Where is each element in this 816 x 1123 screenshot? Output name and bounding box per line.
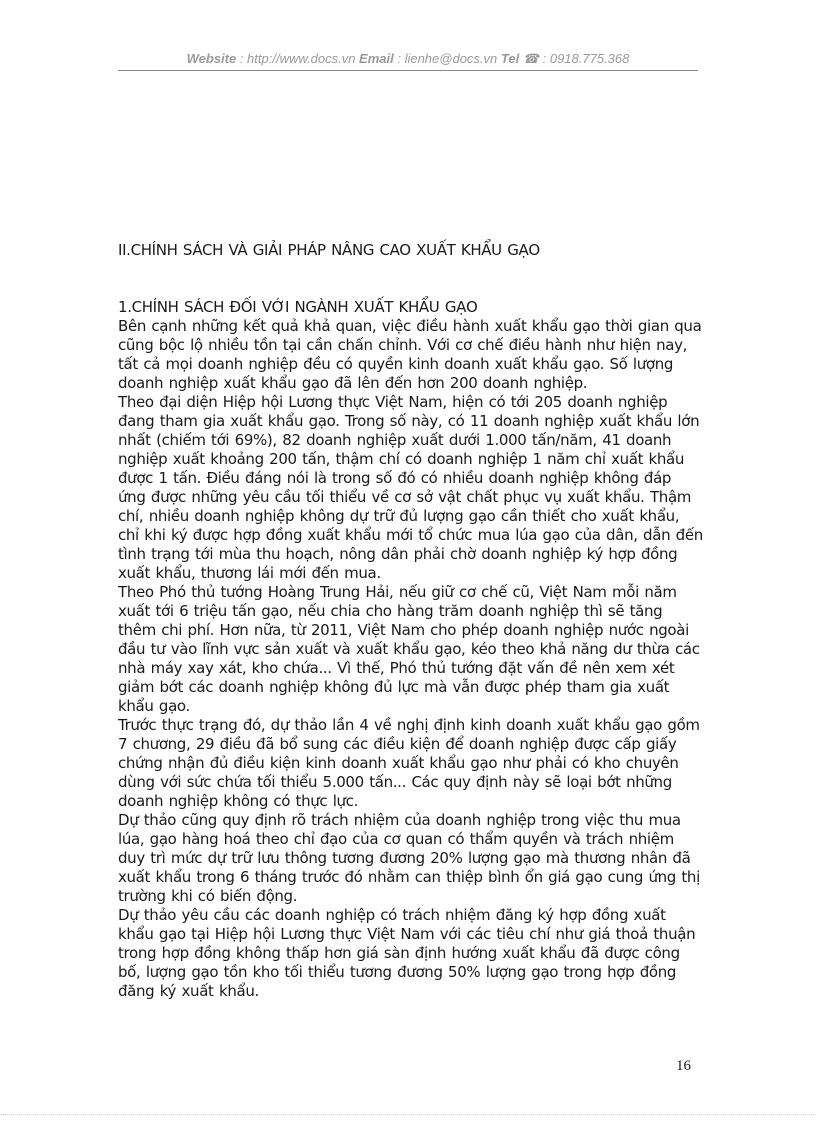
- website-label: Website: [186, 51, 237, 66]
- tel-label: Tel: [500, 51, 520, 66]
- paragraph: Dự thảo cũng quy định rõ trách nhiệm của doanh nghiệp trong việc thu mua lúa, gạo hàng hoá theo chỉ đạo của cơ quan có thẩm quyền và trách nhiệm duy trì mức dự trữ lưu thông tương đương 20% lượng gạo mà thương nhân đã xuất khẩu trong 6 tháng trước đó nhằm can thiệp bình ổn giá gạo cung ứng thị trường khi có biến động.: [118, 811, 700, 905]
- page-number: 16: [676, 1058, 691, 1074]
- document-body: [118, 241, 703, 1001]
- section-title: II.CHÍNH SÁCH VÀ GIẢI PHÁP NÂNG CAO XUẤT KHẨU GẠO: [118, 241, 540, 259]
- footer-divider: [0, 1114, 816, 1115]
- website-link[interactable]: : http://www.docs.vn: [236, 51, 360, 66]
- paragraph: Dự thảo yêu cầu các doanh nghiệp có trách nhiệm đăng ký hợp đồng xuất khẩu gạo tại Hiệp hội Lương thực Việt Nam với các tiêu chí như giá thoả thuận trong hợp đồng không thấp hơn giá sàn định hướng xuất khẩu đã được công bố, lượng gạo tồn kho tối thiểu tương đương 50% lượng gạo trong hợp đồng đăng ký xuất khẩu.: [118, 906, 696, 1000]
- subsection-title: 1.CHÍNH SÁCH ĐỐI VỚI NGÀNH XUẤT KHẨU GẠO: [118, 298, 478, 316]
- email-label: Email: [359, 51, 394, 66]
- blank-line: [118, 260, 703, 279]
- tel-value: ☎ : 0918.775.368: [519, 51, 630, 66]
- header-divider: [118, 70, 698, 71]
- paragraph: Theo đại diện Hiệp hội Lương thực Việt Nam, hiện có tới 205 doanh nghiệp đang tham gia xuất khẩu gạo. Trong số này, có 11 doanh nghiệp xuất khẩu lớn nhất (chiếm tới 69%), 82 doanh nghiệp xuất dưới 1.000 tấn/năm, 41 doanh nghiệp xuất khoảng 200 tấn, thậm chí có doanh nghiệp 1 năm chỉ xuất khẩu được 1 tấn. Điều đáng nói là trong số đó có nhiều doanh nghiệp không đáp ứng được những yêu cầu tối thiểu về cơ sở vật chất phục vụ xuất khẩu. Thậm chí, nhiều doanh nghiệp không dự trữ đủ lượng gạo cần thiết cho xuất khẩu, chỉ khi ký được hợp đồng xuất khẩu mới tổ chức mua lúa gạo của dân, dẫn đến tình trạng tới mùa thu hoạch, nông dân phải chờ doanh nghiệp ký hợp đồng xuất khẩu, thương lái mới đến mua.: [118, 393, 703, 582]
- paragraph: Trước thực trạng đó, dự thảo lần 4 về nghị định kinh doanh xuất khẩu gạo gồm 7 chương, 29 điều đã bổ sung các điều kiện để doanh nghiệp được cấp giấy chứng nhận đủ điều kiện kinh doanh xuất khẩu gạo như phải có kho chuyên dùng với sức chứa tối thiểu 5.000 tấn... Các quy định này sẽ loại bớt những doanh nghiệp không có thực lực.: [118, 716, 700, 810]
- paragraph: Theo Phó thủ tướng Hoàng Trung Hải, nếu giữ cơ chế cũ, Việt Nam mỗi năm xuất tới 6 triệu tấn gạo, nếu chia cho hàng trăm doanh nghiệp thì sẽ tăng thêm chi phí. Hơn nữa, từ 2011, Việt Nam cho phép doanh nghiệp nước ngoài đầu tư vào lĩnh vực sản xuất và xuất khẩu gạo, kéo theo khả năng dư thừa các nhà máy xay xát, kho chứa... Vì thế, Phó thủ tướng đặt vấn đề nên xem xét giảm bớt các doanh nghiệp không đủ lực mà vẫn được phép tham gia xuất khẩu gạo.: [118, 583, 700, 715]
- email-link[interactable]: : lienhe@docs.vn: [393, 51, 501, 66]
- paragraph: Bên cạnh những kết quả khả quan, việc điều hành xuất khẩu gạo thời gian qua cũng bộc lộ nhiều tồn tại cần chấn chỉnh. Với cơ chế điều hành như hiện nay, tất cả mọi doanh nghiệp đều có quyền kinh doanh xuất khẩu gạo. Số lượng doanh nghiệp xuất khẩu gạo đã lên đến hơn 200 doanh nghiệp.: [118, 317, 702, 392]
- blank-line: [118, 279, 703, 298]
- page-header: [118, 51, 698, 67]
